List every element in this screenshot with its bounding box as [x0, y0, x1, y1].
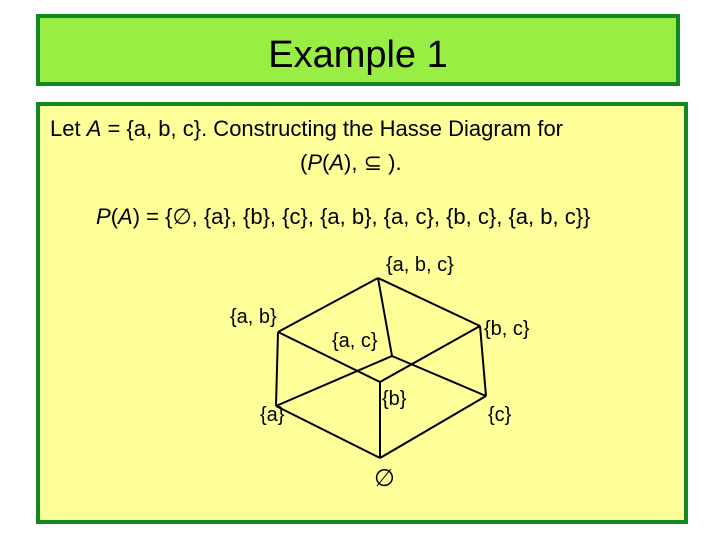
- node-empty: ∅: [374, 465, 395, 492]
- powerset-elements: ) = {∅, {a}, {b}, {c}, {a, b}, {a, c}, {b, c}, {a, b, c}}: [132, 204, 591, 229]
- poset-p: P: [307, 150, 323, 175]
- intro-set-def: = {a, b, c}. Constructing the Hasse Diagram for: [101, 116, 564, 141]
- slide-title: Example 1: [268, 34, 448, 76]
- poset-mid-open: (: [322, 150, 330, 175]
- node-b: {b}: [382, 388, 407, 410]
- hasse-edge-ac-a: [276, 356, 392, 406]
- powerset-a: A: [118, 204, 133, 229]
- intro-prefix: Let: [50, 116, 87, 141]
- poset-mid-close: ),: [344, 150, 364, 175]
- hasse-edge-ab-a: [276, 332, 278, 406]
- subset-symbol: ⊆: [363, 150, 383, 175]
- hasse-edge-abc-bc: [378, 278, 480, 326]
- hasse-edge-abc-ab: [278, 278, 378, 332]
- poset-a: A: [329, 150, 345, 175]
- content-panel: [36, 102, 688, 524]
- hasse-diagram: [40, 106, 684, 520]
- poset-close: ).: [382, 150, 402, 175]
- node-abc: {a, b, c}: [386, 254, 454, 276]
- powerset-p: P: [96, 204, 111, 229]
- intro-var-a: A: [86, 116, 102, 141]
- powerset-open: (: [110, 204, 119, 229]
- hasse-edge-abc-ac: [378, 278, 392, 356]
- node-a: {a}: [260, 404, 285, 426]
- title-banner: [36, 14, 680, 86]
- hasse-edge-bc-b: [380, 326, 480, 382]
- node-bc: {b, c}: [484, 318, 530, 340]
- node-ac: {a, c}: [332, 330, 378, 352]
- hasse-edges: [276, 278, 486, 458]
- poset-open: (: [300, 150, 308, 175]
- hasse-edge-a-empty: [276, 406, 380, 458]
- node-c: {c}: [488, 404, 512, 426]
- node-ab: {a, b}: [230, 306, 277, 328]
